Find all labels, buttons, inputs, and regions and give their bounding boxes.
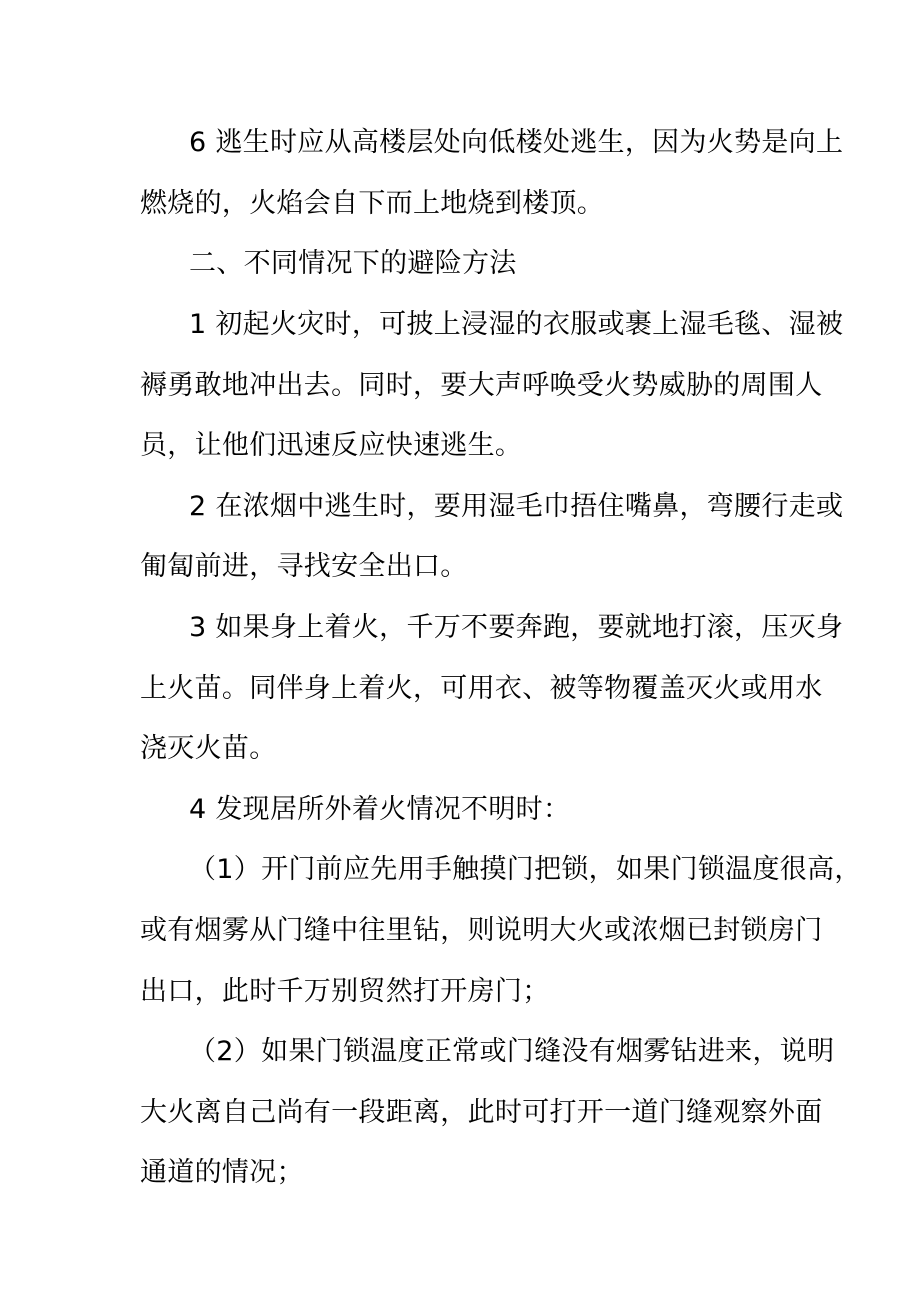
- paragraph-line: （1）开门前应先用手触摸门把锁，如果门锁温度很高，: [189, 854, 862, 885]
- paragraph-line: 上火苗。同伴身上着火，可用衣、被等物覆盖灭火或用水: [140, 673, 823, 704]
- paragraph-line: 燃烧的，火焰会自下而上地烧到楼顶。: [140, 188, 605, 219]
- paragraph-line: 大火离自己尚有一段距离，此时可打开一道门缝观察外面: [140, 1097, 823, 1128]
- paragraph-line: 或有烟雾从门缝中往里钻，则说明大火或浓烟已封锁房门: [140, 915, 823, 946]
- paragraph-line: 6 逃生时应从高楼层处向低楼处逃生，因为火势是向上: [189, 127, 844, 158]
- paragraph-line: 通道的情况；: [140, 1157, 304, 1188]
- paragraph-line: （2）如果门锁温度正常或门缝没有烟雾钻进来，说明: [189, 1036, 835, 1067]
- paragraph-line: 4 发现居所外着火情况不明时：: [189, 794, 571, 825]
- paragraph-line: 2 在浓烟中逃生时，要用湿毛巾捂住嘴鼻，弯腰行走或: [189, 491, 844, 522]
- paragraph-line: 3 如果身上着火，千万不要奔跑，要就地打滚，压灭身: [189, 612, 844, 643]
- paragraph-line: 匍匐前进，寻找安全出口。: [140, 551, 468, 582]
- paragraph-line: 浇灭火苗。: [140, 733, 277, 764]
- paragraph-line: 出口，此时千万别贸然打开房门；: [140, 976, 550, 1007]
- section-heading: 二、不同情况下的避险方法: [189, 248, 517, 279]
- paragraph-line: 褥勇敢地冲出去。同时，要大声呼唤受火势威胁的周围人: [140, 370, 823, 401]
- paragraph-line: 员，让他们迅速反应快速逃生。: [140, 430, 523, 461]
- paragraph-line: 1 初起火灾时，可披上浸湿的衣服或裹上湿毛毯、湿被: [189, 309, 844, 340]
